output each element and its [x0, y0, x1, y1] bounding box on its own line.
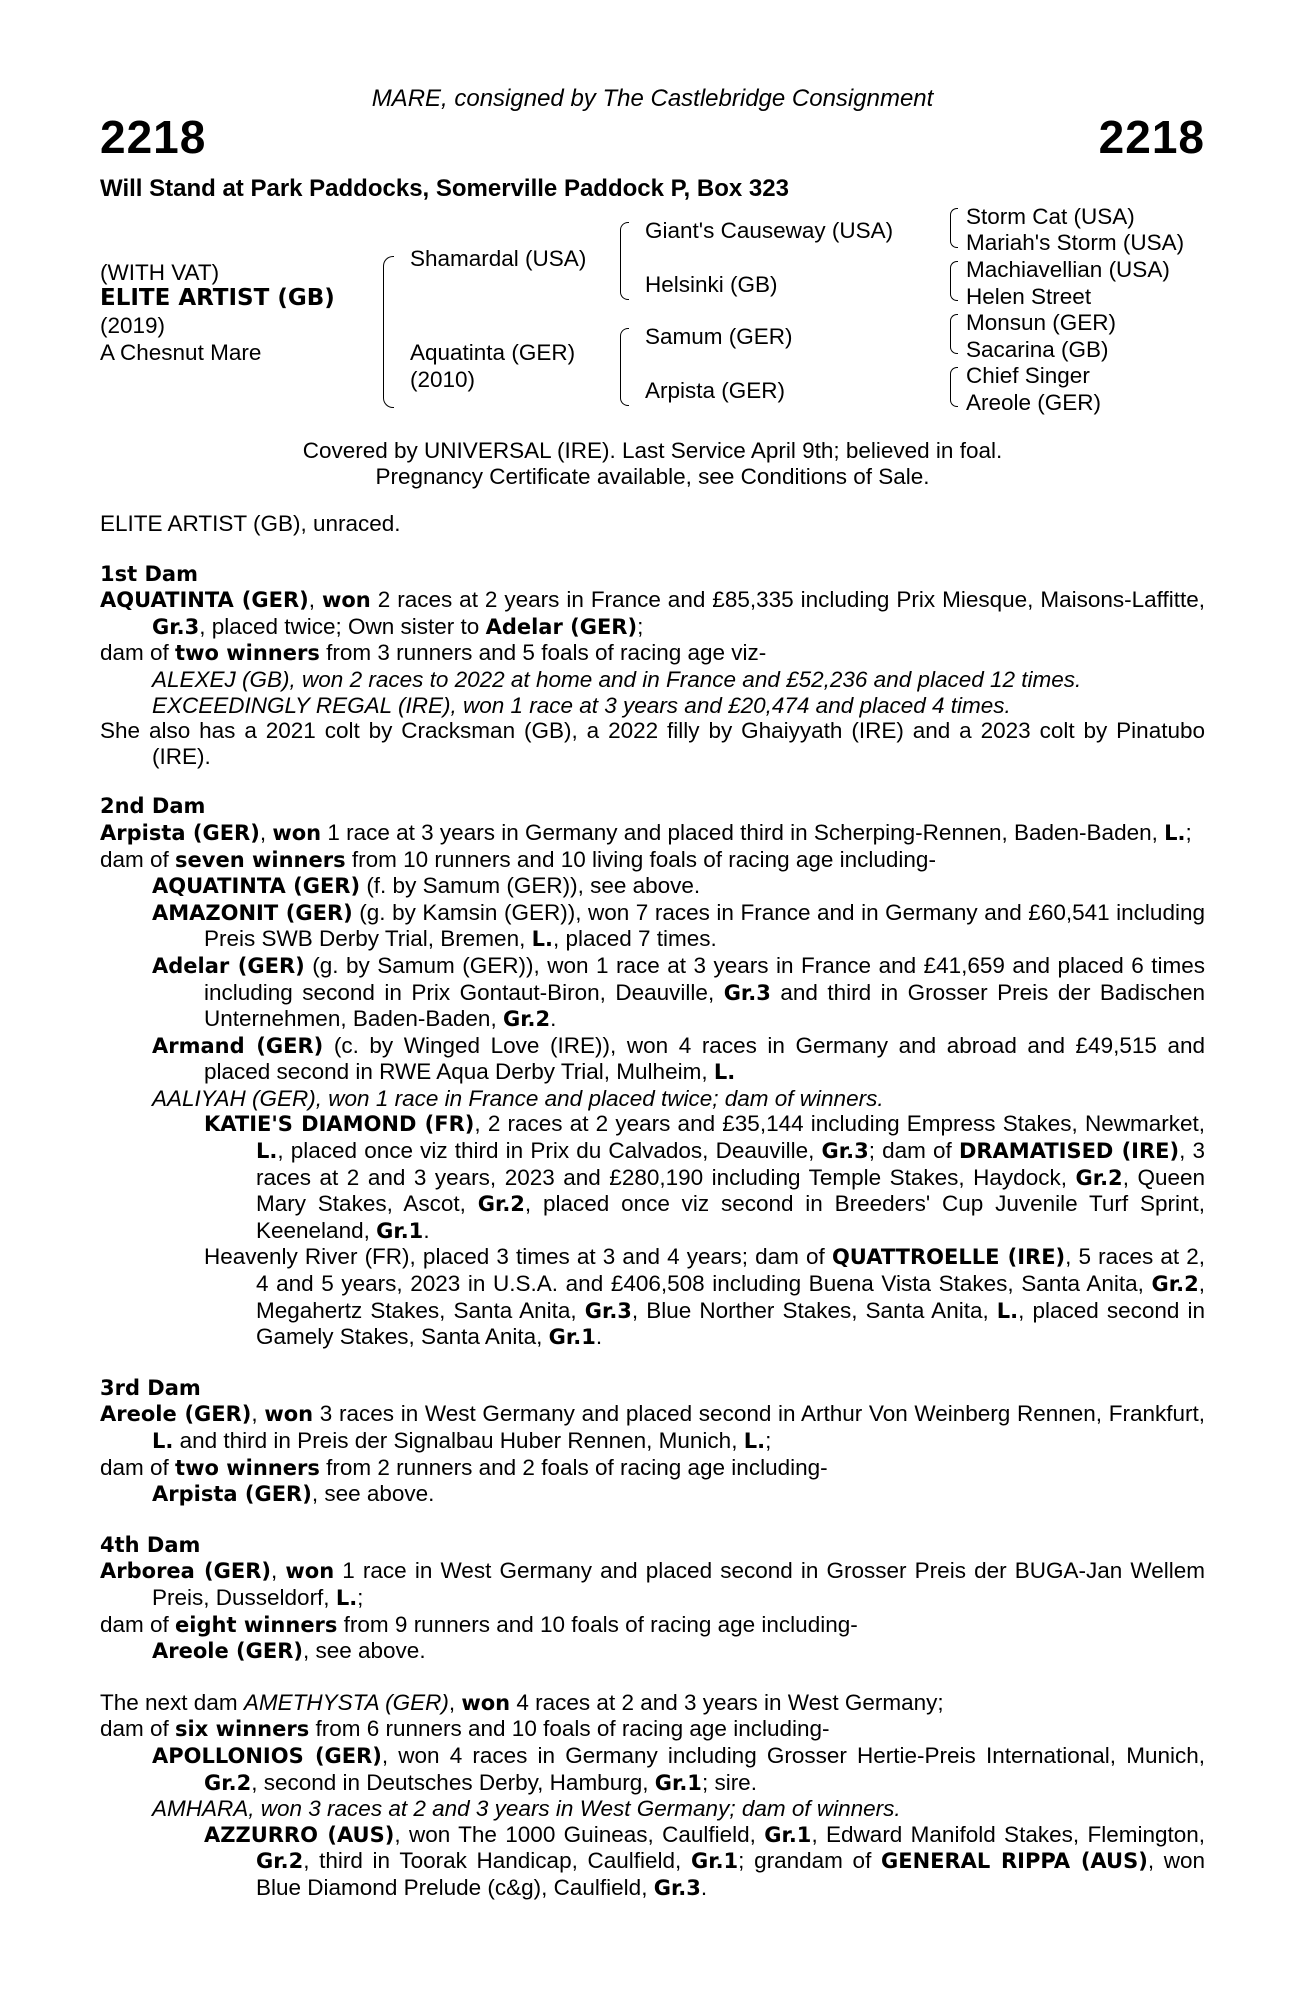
pedigree-table: [100, 200, 1205, 425]
second-dam-produce: dam of seven winners from 10 runners and 10 living foals of racing age including-: [100, 846, 936, 872]
lot-number-right: 2218: [1098, 111, 1205, 163]
alexej-entry: ALEXEJ (GB), won 2 races to 2022 at home and in France and £52,236 and placed 12 times.: [152, 666, 1082, 692]
sd-dam: Helen Street: [966, 284, 1092, 309]
amhara-entry: AMHARA, won 3 races at 2 and 3 years in West Germany; dam of winners.: [152, 1796, 901, 1822]
also-note: She also has a 2021 colt by Cracksman (GB), a 2022 filly by Ghaiyyath (IRE) and a 2023 colt by Pinatubo (IRE).: [100, 718, 1205, 769]
aquatinta-entry: AQUATINTA (GER) (f. by Samum (GER)), see above.: [152, 873, 701, 899]
adelar-entry: Adelar (GER) (g. by Samum (GER)), won 1 race at 3 years in France and £41,659 and placed 6 times including second in Prix Gontaut-Biron, Deauville, Gr.3 and third in Grosser Preis der Badischen Unternehmen, Baden-Baden, Gr.2.: [152, 952, 1206, 1032]
covered-line-2: Pregnancy Certificate available, see Conditions of Sale.: [375, 463, 930, 489]
ds-sire: Monsun (GER): [966, 310, 1117, 335]
brace-sd: [950, 261, 958, 301]
amazonit-entry: AMAZONIT (GER) (g. by Kamsin (GER)), won 7 races in France and in Germany and £60,541 including Preis SWB Derby Trial, Bremen, L., placed 7 times.: [152, 899, 1205, 952]
ss-dam: Mariah's Storm (USA): [966, 230, 1185, 255]
second-dam-entry: Arpista (GER), won 1 race at 3 years in Germany and placed third in Scherping-Rennen, Baden-Baden, L.;: [100, 819, 1192, 845]
katies-diamond-entry: KATIE'S DIAMOND (FR), 2 races at 2 years and £35,144 including Empress Stakes, Newmarket, L., placed once viz third in Prix du Calvados, Deauville, Gr.3; dam of DRAMATISED (IRE), 3 races at 2 and 3 years, 2023 and £280,190 including Temple Stakes, Haydock, Gr.2, Queen Mary Stakes, Ascot, Gr.2, placed once viz second in Breeders' Cup Juvenile Turf Sprint, Keeneland, Gr.1.: [204, 1111, 1206, 1243]
horse-year: (2019): [100, 313, 166, 338]
next-dam-entry: The next dam AMETHYSTA (GER), won 4 races at 2 and 3 years in West Germany;: [100, 1689, 944, 1715]
catalogue-body: [100, 511, 1205, 1902]
third-dam-produce: dam of two winners from 2 runners and 2 foals of racing age including-: [100, 1454, 828, 1480]
catalogue-page: [100, 0, 1205, 2000]
unraced-line: ELITE ARTIST (GB), unraced.: [100, 511, 401, 536]
brace-sire: [620, 222, 629, 300]
next-dam-produce: dam of six winners from 6 runners and 10 foals of racing age including-: [100, 1716, 830, 1742]
horse-description: A Chesnut Mare: [100, 340, 262, 365]
brace-dd: [950, 367, 958, 407]
dam-sire: Samum (GER): [645, 324, 793, 349]
arpista-entry: Arpista (GER), see above.: [152, 1481, 435, 1507]
dd-sire: Chief Singer: [966, 363, 1090, 388]
sire-sire: Giant's Causeway (USA): [645, 218, 894, 243]
dd-dam: Areole (GER): [966, 390, 1102, 415]
dam-year: (2010): [410, 367, 476, 392]
first-dam-produce: dam of two winners from 3 runners and 5 foals of racing age viz-: [100, 640, 767, 666]
exceedingly-entry: EXCEEDINGLY REGAL (IRE), won 1 race at 3 years and £20,474 and placed 4 times.: [152, 692, 1011, 718]
second-dam-heading: 2nd Dam: [100, 794, 206, 819]
brace-dam: [620, 328, 629, 406]
lot-number-left: 2218: [100, 111, 207, 163]
armand-entry: Armand (GER) (c. by Winged Love (IRE)), won 4 races in Germany and abroad and £49,515 and placed second in RWE Aqua Derby Trial, Mulheim, L.: [152, 1032, 1206, 1085]
consignment-line: MARE, consigned by The Castlebridge Consignment: [371, 85, 934, 112]
covered-note: [100, 438, 1205, 489]
dam-name: Aquatinta (GER): [410, 340, 576, 365]
fourth-dam-heading: 4th Dam: [100, 1532, 201, 1557]
horse-name: ELITE ARTIST (GB): [100, 285, 335, 311]
covered-line-1: Covered by UNIVERSAL (IRE). Last Service April 9th; believed in foal.: [302, 438, 1003, 463]
dam-dam: Arpista (GER): [645, 378, 786, 403]
sd-sire: Machiavellian (USA): [966, 257, 1170, 282]
sire-name: Shamardal (USA): [410, 246, 587, 271]
stand-location: Will Stand at Park Paddocks, Somerville Paddock P, Box 323: [100, 175, 789, 202]
fourth-dam-produce: dam of eight winners from 9 runners and 10 foals of racing age including-: [100, 1611, 858, 1637]
brace-main: [383, 256, 394, 408]
third-dam-heading: 3rd Dam: [100, 1375, 201, 1400]
first-dam-entry: AQUATINTA (GER), won 2 races at 2 years in France and £85,335 including Prix Miesque, Maisons-Laffitte, Gr.3, placed twice; Own sister to Adelar (GER);: [100, 587, 1205, 639]
vat-note: (WITH VAT): [100, 260, 220, 285]
brace-ss: [950, 208, 958, 248]
aaliyah-entry: AALIYAH (GER), won 1 race in France and placed twice; dam of winners.: [152, 1085, 884, 1111]
areole-entry: Areole (GER), see above.: [152, 1638, 426, 1664]
fourth-dam-entry: Arborea (GER), won 1 race in West Germany and placed second in Grosser Preis der BUGA-Jan Wellem Preis, Dusseldorf, L.;: [100, 1558, 1205, 1610]
heavenly-river-entry: Heavenly River (FR), placed 3 times at 3 and 4 years; dam of QUATTROELLE (IRE), 5 races at 2, 4 and 5 years, 2023 in U.S.A. and £406,508 including Buena Vista Stakes, Santa Anita, Gr.2, Megahertz Stakes, Santa Anita, Gr.3, Blue Norther Stakes, Santa Anita, L., placed second in Gamely Stakes, Santa Anita, Gr.1.: [204, 1244, 1205, 1350]
third-dam-entry: Areole (GER), won 3 races in West Germany and placed second in Arthur Von Weinberg Rennen, Frankfurt, L. and third in Preis der Signalbau Huber Rennen, Munich, L.;: [100, 1401, 1205, 1453]
first-dam-heading: 1st Dam: [100, 561, 198, 586]
azzurro-entry: AZZURRO (AUS), won The 1000 Guineas, Caulfield, Gr.1, Edward Manifold Stakes, Flemington, Gr.2, third in Toorak Handicap, Caulfield, Gr.1; grandam of GENERAL RIPPA (AUS), won Blue Diamond Prelude (c&g), Caulfield, Gr.3.: [204, 1821, 1206, 1900]
brace-ds: [950, 314, 958, 354]
apollonios-entry: APOLLONIOS (GER), won 4 races in Germany including Grosser Hertie-Preis International, Munich, Gr.2, second in Deutsches Derby, Hamburg, Gr.1; sire.: [152, 1742, 1205, 1795]
ds-dam: Sacarina (GB): [966, 337, 1109, 362]
ss-sire: Storm Cat (USA): [966, 204, 1135, 229]
sire-dam: Helsinki (GB): [645, 272, 778, 297]
